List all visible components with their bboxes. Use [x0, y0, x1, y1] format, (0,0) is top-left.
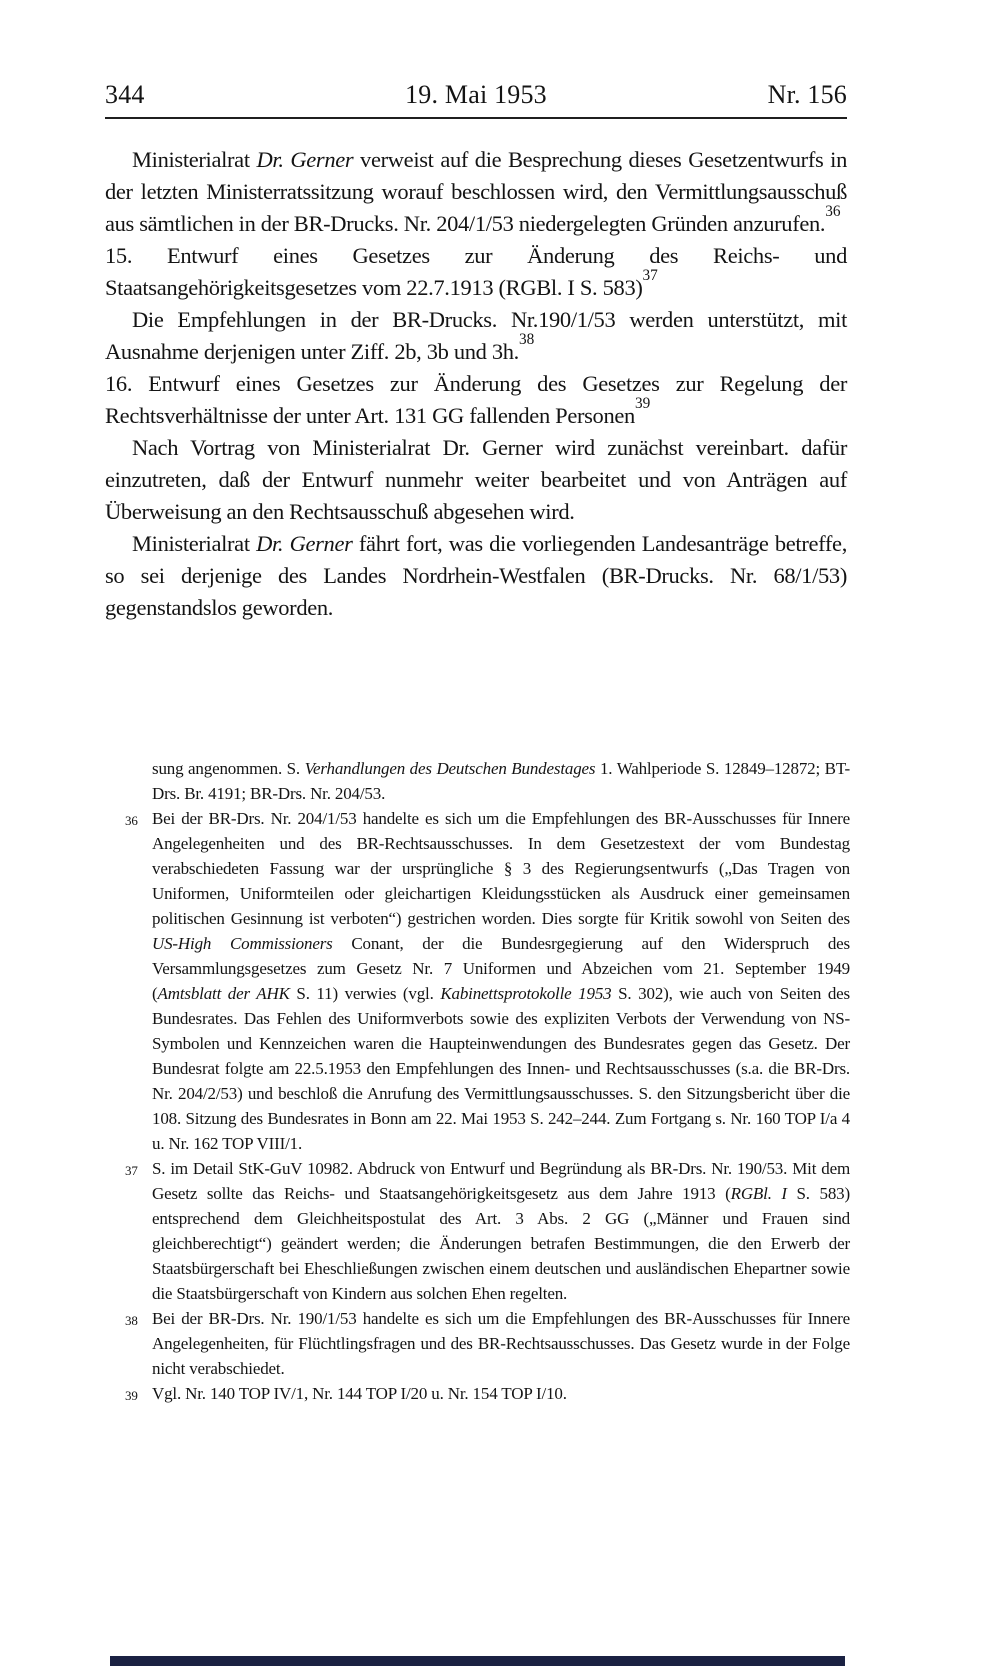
text-run: S. im Detail StK-GuV 10982. Abdruck von Entwurf und Begründung als BR-Drs. Nr. 190/53. Mit dem Gesetz sollte das Reichs- und Staatsangehörigkeitsgesetz aus dem Jahre 1913 (	[152, 1159, 850, 1203]
text-run: fährt fort, was die vorliegenden Landesanträge betreffe, so sei derjenige des Landes Nordrhein-Westfalen (BR-Drucks. Nr. 68/1/53) gegenstandslos geworden.	[105, 531, 847, 620]
italic-text: Kabinettsprotokolle 1953	[440, 984, 612, 1003]
text-run: 1. Wahlperiode S. 12849–12872; BT-Drs. Br. 4191; BR-Drs. Nr. 204/53.	[152, 759, 850, 803]
paragraph	[105, 528, 847, 624]
text-run: Vgl. Nr. 140 TOP IV/1, Nr. 144 TOP I/20 u. Nr. 154 TOP I/10.	[152, 1384, 567, 1403]
footnote-ref: 39	[634, 395, 651, 413]
paragraph	[105, 368, 847, 432]
text-run: S. 11) verwies (vgl.	[289, 984, 441, 1003]
page-number: 344	[105, 80, 145, 109]
bottom-bar	[110, 1656, 845, 1666]
italic-text: RGBl. I	[730, 1184, 787, 1203]
paragraph	[105, 240, 847, 304]
footnote-text	[152, 806, 850, 1156]
text-run: S. 302), wie auch von Seiten des Bundesrates. Das Fehlen des Uniformverbots sowie des expliziten Verbots der Verwendung von NS-Symbolen und Kennzeichen waren die Haupteinwendungen des Bundesrates gegen das Gesetz. Der Bundesrat folgte am 22.5.1953 den Empfehlungen des Innen- und Rechtsausschusses (s.a. die BR-Drs. Nr. 204/2/53) und beschloß die Anrufung des Vermittlungsausschusses. S. den Sitzungsbericht über die 108. Sitzung des Bundesrates in Bonn am 22. Mai 1953 S. 242–244. Zum Fortgang s. Nr. 160 TOP I/a 4 u. Nr. 162 TOP VIII/1.	[152, 984, 850, 1153]
paragraph	[105, 144, 847, 240]
text-run: Nach Vortrag von Ministerialrat Dr. Gerner wird zunächst vereinbart. dafür einzutreten, daß der Entwurf nunmehr weiter bearbeitet und von Anträgen auf Überweisung an den Rechtsausschuß abgesehen wird.	[105, 435, 847, 524]
footnote-number	[125, 756, 152, 806]
footnote-text	[152, 1306, 850, 1381]
page-header	[105, 80, 847, 110]
text-run: S. 583) entsprechend dem Gleichheitspostulat des Art. 3 Abs. 2 GG („Männer und Frauen sind gleichberechtigt“) geändert werden; die Änderungen betrafen Bestimmungen, die den Erwerb der Staatsbürgerschaft bei Eheschließungen zwischen einem deutschen und ausländischen Ehepartner sowie die Staatsbürgerschaft von Kindern aus solchen Ehen regelten.	[152, 1184, 850, 1303]
italic-text: Dr. Gerner	[256, 147, 354, 172]
text-run: Bei der BR-Drs. Nr. 204/1/53 handelte es sich um die Empfehlungen des BR-Ausschusses für Innere Angelegenheiten und des BR-Rechtsausschusses. In dem Gesetzestext der vom Bundestag verabschiedeten Fassung war der ursprüngliche § 3 des Regierungsentwurfs („Das Tragen von Uniformen, Uniformteilen oder gleichartigen Kleidungsstücken als Ausdruck einer gemeinsamen politischen Gesinnung ist verboten“) gestrichen worden. Dies sorgte für Kritik sowohl von Seiten des	[152, 809, 850, 928]
header-doc-number: Nr. 156	[767, 80, 847, 109]
footnote	[125, 1381, 850, 1408]
footnote-ref: 36	[825, 203, 841, 221]
italic-text: Dr. Gerner	[256, 531, 353, 556]
italic-text: US-High Commissioners	[152, 934, 333, 953]
footnote-ref: 38	[518, 331, 535, 349]
footnote	[125, 1156, 850, 1306]
text-run: Die Empfehlungen in der BR-Drucks. Nr.190/1/53 werden unterstützt, mit Ausnahme derjenigen unter Ziff. 2b, 3b und 3h.	[105, 307, 847, 364]
header-rule	[105, 117, 847, 119]
text-run: Ministerialrat	[132, 147, 257, 172]
text-run: sung angenommen. S.	[152, 759, 305, 778]
text-run: 15. Entwurf eines Gesetzes zur Änderung des Reichs- und Staatsangehörigkeitsgesetzes vom 22.7.1913 (RGBl. I S. 583)	[105, 243, 847, 300]
text-run: Bei der BR-Drs. Nr. 190/1/53 handelte es sich um die Empfehlungen des BR-Ausschusses für Innere Angelegenheiten, für Flüchtlingsfragen und des BR-Rechtsausschusses. Das Gesetz wurde in der Folge nicht verabschiedet.	[152, 1309, 850, 1378]
footnote-number: 36	[125, 813, 138, 828]
italic-text: Verhandlungen des Deutschen Bundestages	[304, 759, 596, 778]
footnote-number: 37	[125, 1163, 138, 1178]
text-run: Ministerialrat	[132, 531, 257, 556]
body-text	[105, 144, 847, 624]
footnote-number: 38	[125, 1313, 138, 1328]
footnote	[125, 756, 850, 806]
text-run: verweist auf die Besprechung dieses Gesetzentwurfs in der letzten Ministerratssitzung worauf beschlossen wird, den Vermittlungsausschuß aus sämtlichen in der BR-Drucks. Nr. 204/1/53 niedergelegten Gründen anzurufen.	[105, 147, 847, 236]
footnote-number: 39	[125, 1388, 138, 1403]
footnote-text	[152, 1381, 850, 1408]
paragraph	[105, 304, 847, 368]
footnote	[125, 806, 850, 1156]
footnotes-section	[125, 756, 850, 1408]
paragraph	[105, 432, 847, 528]
footnote-ref: 37	[642, 267, 658, 285]
footnote	[125, 1306, 850, 1381]
text-run: Conant, der die Bundesrgegierung auf den Widerspruch des Versammlungsgesetzes zum Gesetz Nr. 7 Uniformen und Abzeichen vom 21. September 1949 (	[152, 934, 850, 1003]
footnote-text	[152, 1156, 850, 1306]
footnote-text	[152, 756, 850, 806]
header-date: 19. Mai 1953	[405, 80, 547, 109]
text-run: 16. Entwurf eines Gesetzes zur Änderung des Gesetzes zur Regelung der Rechtsverhältnisse der unter Art. 131 GG fallenden Personen	[105, 371, 847, 428]
italic-text: Amtsblatt der AHK	[157, 984, 290, 1003]
